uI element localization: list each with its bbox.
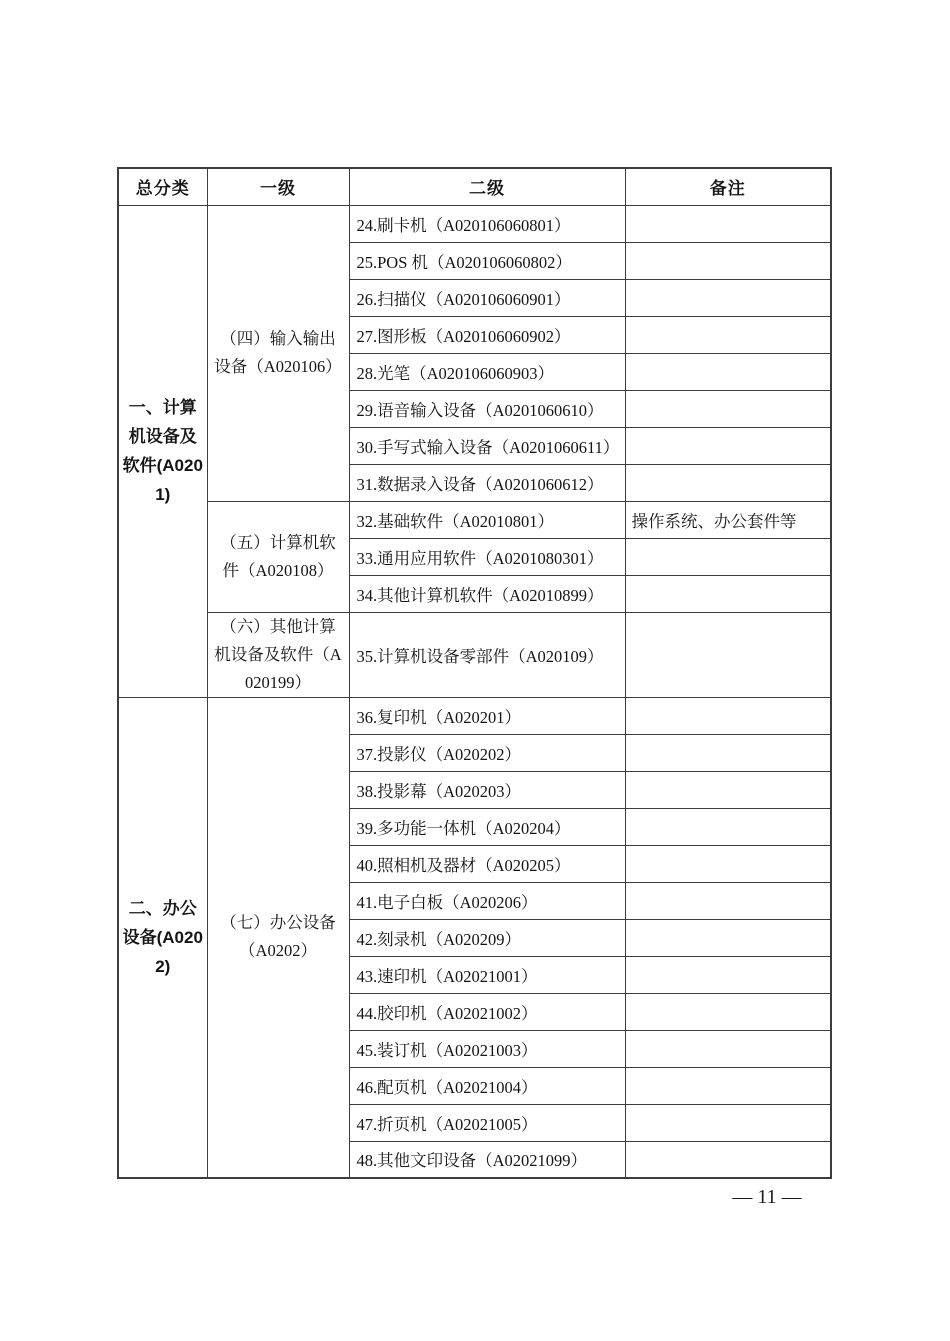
header-general-category: 总分类 [118,168,207,205]
level2-cell: 31.数据录入设备（A0201060612） [349,464,625,501]
level2-cell: 39.多功能一体机（A020204） [349,808,625,845]
level2-cell: 25.POS 机（A020106060802） [349,242,625,279]
level1-cell-computer-software: （五）计算机软件（A020108） [207,501,349,612]
remark-cell [625,1104,831,1141]
remark-cell [625,919,831,956]
remark-cell [625,845,831,882]
level2-cell: 33.通用应用软件（A0201080301） [349,538,625,575]
remark-cell [625,390,831,427]
table-row [118,501,831,538]
level1-cell-other-computer-equipment: （六）其他计算机设备及软件（A020199） [207,612,349,697]
table-header-row [118,168,831,205]
level2-cell: 41.电子白板（A020206） [349,882,625,919]
header-remark: 备注 [625,168,831,205]
remark-cell [625,1030,831,1067]
remark-cell [625,808,831,845]
level2-cell: 40.照相机及器材（A020205） [349,845,625,882]
category-cell-office-equipment: 二、办公设备(A0202) [118,697,207,1178]
classification-table [117,167,832,1179]
level2-cell: 44.胶印机（A02021002） [349,993,625,1030]
header-level1: 一级 [207,168,349,205]
level2-cell: 46.配页机（A02021004） [349,1067,625,1104]
page-number: — 11 — [732,1186,802,1208]
level2-cell: 30.手写式输入设备（A0201060611） [349,427,625,464]
table-row [118,205,831,242]
remark-cell [625,242,831,279]
level2-cell: 29.语音输入设备（A0201060610） [349,390,625,427]
remark-cell [625,575,831,612]
remark-cell [625,612,831,697]
level2-cell: 45.装订机（A02021003） [349,1030,625,1067]
level2-cell: 38.投影幕（A020203） [349,771,625,808]
remark-cell [625,205,831,242]
remark-cell [625,697,831,734]
remark-cell [625,956,831,993]
level2-cell: 34.其他计算机软件（A02010899） [349,575,625,612]
remark-cell [625,427,831,464]
level2-cell: 42.刻录机（A020209） [349,919,625,956]
table-row [118,697,831,734]
category-cell-computer-equipment: 一、计算机设备及软件(A0201) [118,205,207,697]
table-row [118,612,831,697]
level2-cell: 24.刷卡机（A020106060801） [349,205,625,242]
remark-cell [625,464,831,501]
remark-cell [625,882,831,919]
level2-cell: 43.速印机（A02021001） [349,956,625,993]
remark-cell [625,538,831,575]
level1-cell-office-equipment: （七）办公设备（A0202） [207,697,349,1178]
level2-cell: 28.光笔（A020106060903） [349,353,625,390]
remark-cell [625,316,831,353]
remark-cell [625,279,831,316]
level2-cell: 48.其他文印设备（A02021099） [349,1141,625,1178]
remark-cell [625,353,831,390]
level2-cell: 27.图形板（A020106060902） [349,316,625,353]
level2-cell: 47.折页机（A02021005） [349,1104,625,1141]
level2-cell: 36.复印机（A020201） [349,697,625,734]
level2-cell: 32.基础软件（A02010801） [349,501,625,538]
remark-cell [625,1141,831,1178]
level2-cell: 26.扫描仪（A020106060901） [349,279,625,316]
level2-cell: 35.计算机设备零部件（A020109） [349,612,625,697]
remark-cell: 操作系统、办公套件等 [625,501,831,538]
header-level2: 二级 [349,168,625,205]
remark-cell [625,993,831,1030]
level1-cell-io-devices: （四）输入输出设备（A020106） [207,205,349,501]
remark-cell [625,771,831,808]
remark-cell [625,734,831,771]
remark-cell [625,1067,831,1104]
level2-cell: 37.投影仪（A020202） [349,734,625,771]
